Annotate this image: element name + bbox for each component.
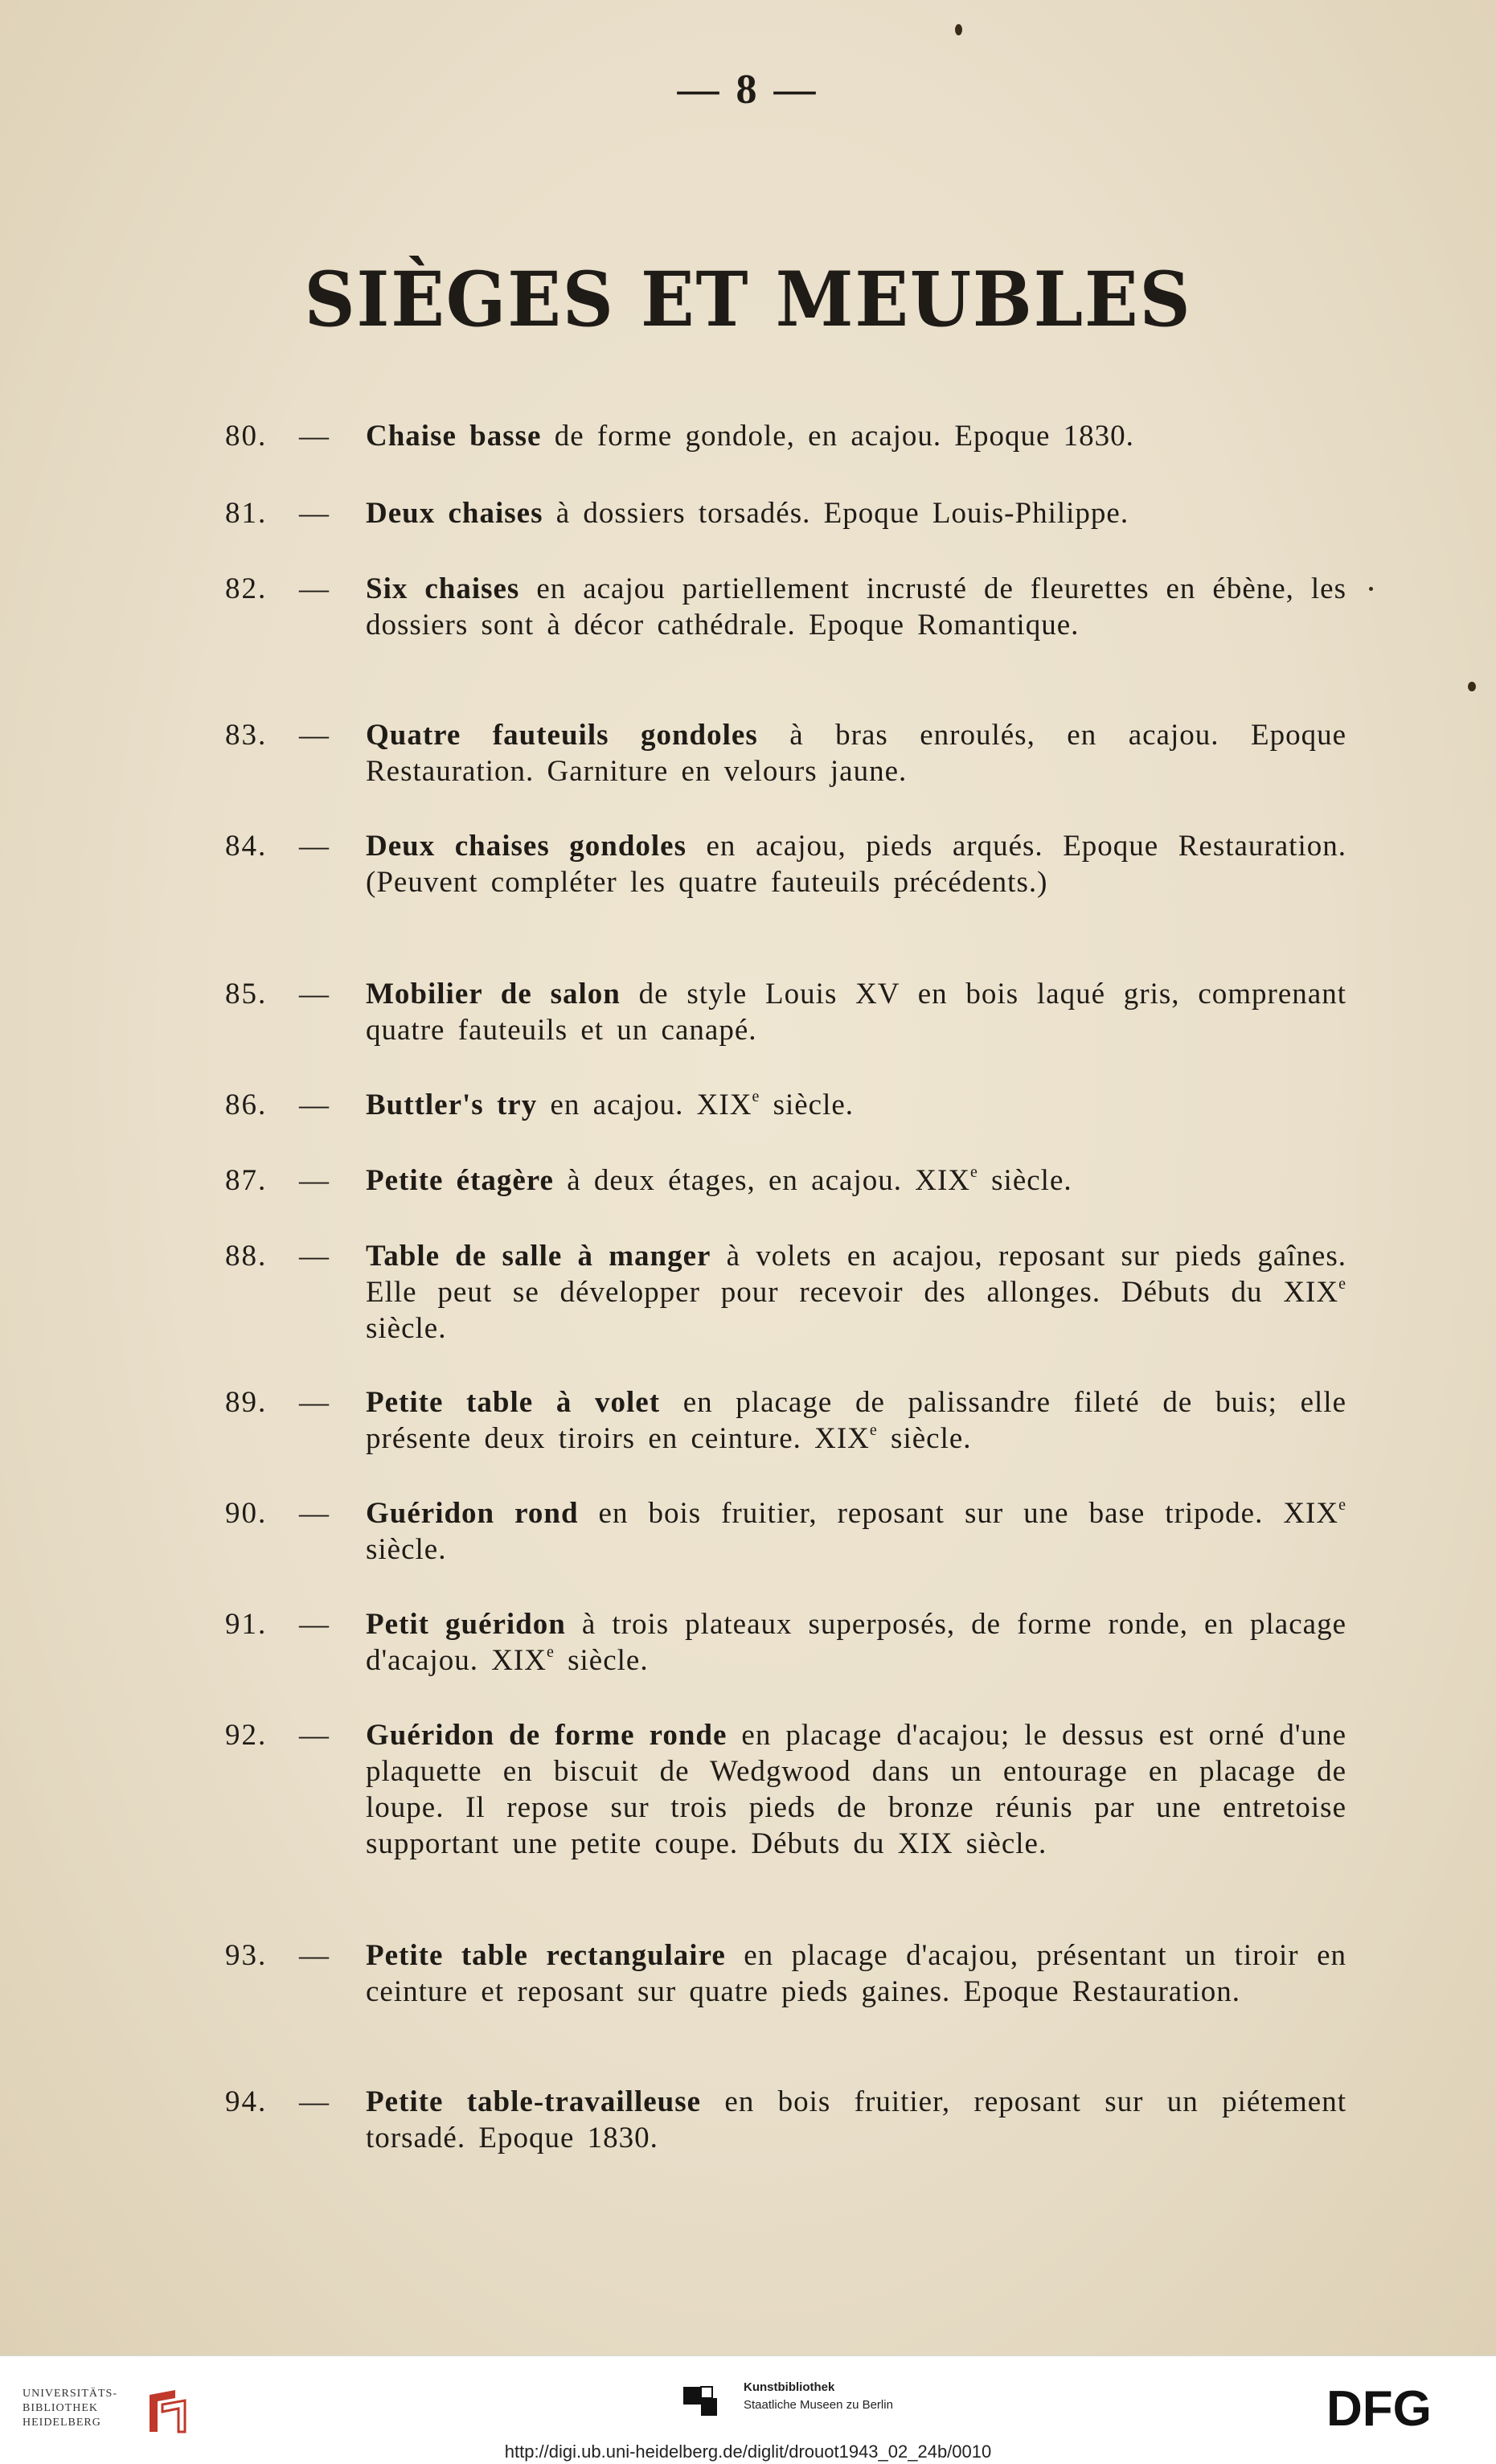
library-emblem-icon [143, 2387, 191, 2435]
lot-heading: Petite étagère [366, 1164, 554, 1197]
superscript: e [1338, 1496, 1346, 1514]
lot-number: 83. [225, 719, 268, 752]
dfg-logo-text: DFG [1326, 2384, 1432, 2432]
lot-text-tail: siècle. [978, 1164, 1072, 1197]
superscript: e [546, 1643, 555, 1661]
lot-dash: — [299, 978, 329, 1011]
dfg-logo[interactable] [1326, 2384, 1471, 2432]
catalogue-entry [225, 1384, 1350, 1457]
lot-number: 88. [225, 1240, 268, 1273]
library-name-line: HEIDELBERG [23, 2417, 101, 2429]
lot-description [366, 1606, 1346, 1679]
catalogue-entry [225, 717, 1350, 789]
lot-description [366, 976, 1346, 1048]
superscript: e [970, 1163, 978, 1181]
catalogue-entry [225, 571, 1350, 643]
catalogue-entry [225, 2084, 1350, 2156]
lot-description [366, 1238, 1346, 1347]
catalogue-entry [225, 1606, 1350, 1679]
lot-text: de style Louis XV en bois laqué gris, comprenant quatre fauteuils et un canapé. [366, 978, 1346, 1047]
kunstbibliothek-logo-icon[interactable] [682, 2382, 730, 2417]
lot-text: à bras enroulés, en acajou. Epoque Restauration. Garniture en velours jaune. [366, 719, 1346, 788]
lot-text: en bois fruitier, reposant sur un piétement torsadé. Epoque 1830. [366, 2085, 1346, 2154]
lot-number: 90. [225, 1497, 268, 1530]
page-number: — 8 — [677, 67, 819, 113]
catalogue-entry [225, 1087, 1350, 1123]
lot-number: 92. [225, 1719, 268, 1752]
lot-text: à deux étages, en acajou. XIX [553, 1164, 970, 1197]
lot-heading: Petite table-travailleuse [366, 2085, 702, 2118]
lot-number: 84. [225, 830, 268, 863]
catalogue-entry [225, 1162, 1350, 1199]
lot-description [366, 828, 1346, 900]
library-name-line: BIBLIOTHEK [23, 2402, 98, 2414]
lot-heading: Petite table rectangulaire [366, 1939, 726, 1972]
lot-dash: — [299, 2085, 329, 2118]
superscript: e [1338, 1275, 1346, 1293]
lot-dash: — [299, 572, 329, 605]
kunstbibliothek-label [744, 2379, 893, 2414]
lot-text-tail: siècle. [760, 1089, 855, 1121]
kunstbibliothek-subtitle: Staatliche Museen zu Berlin [744, 2398, 893, 2412]
catalogue-entry [225, 976, 1350, 1048]
catalogue-entry [225, 1238, 1350, 1347]
lot-number: 85. [225, 978, 268, 1011]
catalogue-entry [225, 1937, 1350, 2010]
lot-text-tail: siècle. [366, 1533, 447, 1566]
lot-description [366, 2084, 1346, 2156]
lot-description [366, 495, 1346, 531]
lot-heading: Deux chaises [366, 497, 543, 530]
lot-number: 87. [225, 1164, 268, 1197]
lot-dash: — [299, 1939, 329, 1972]
lot-number: 80. [225, 420, 268, 453]
lot-text: en bois fruitier, reposant sur une base tripode. XIX [578, 1497, 1339, 1530]
lot-text: en acajou, pieds arqués. Epoque Restauration. (Peuvent compléter les quatre fauteuils précédents.) [366, 830, 1346, 899]
lot-heading: Chaise basse [366, 420, 542, 453]
lot-dash: — [299, 830, 329, 863]
lot-text: à volets en acajou, reposant sur pieds gaînes. Elle peut se développer pour recevoir des allonges. Débuts du XIX [366, 1240, 1346, 1309]
lot-dash: — [299, 1719, 329, 1752]
lot-description [366, 418, 1346, 454]
lot-description [366, 1495, 1346, 1568]
lot-heading: Six chaises [366, 572, 520, 605]
lot-description [366, 1384, 1346, 1457]
lot-description [366, 1937, 1346, 2010]
catalogue-entry [225, 418, 1350, 454]
lot-description [366, 1717, 1346, 1862]
lot-text: en acajou. XIX [537, 1089, 752, 1121]
lot-heading: Petite table à volet [366, 1386, 661, 1419]
lot-dash: — [299, 497, 329, 530]
lot-text-tail: siècle. [366, 1312, 447, 1345]
lot-description [366, 717, 1346, 789]
page-url[interactable]: http://digi.ub.uni-heidelberg.de/diglit/drouot1943_02_24b/0010 [504, 2441, 992, 2462]
lot-number: 86. [225, 1089, 268, 1121]
lot-description [366, 1087, 1346, 1123]
lot-text: en placage d'acajou; le dessus est orné d'une plaquette en biscuit de Wedgwood dans un entourage en placage de loupe. Il repose sur trois pieds de bronze réunis par une entretoise supportant une petite coupe. Débuts du XIX siècle. [366, 1719, 1346, 1860]
heidelberg-library-logo[interactable] [23, 2387, 183, 2435]
superscript: e [869, 1421, 878, 1439]
catalogue-entry [225, 1717, 1350, 1862]
lot-dash: — [299, 1089, 329, 1121]
lot-text: en placage de palissandre fileté de buis; elle présente deux tiroirs en ceinture. XIX [366, 1386, 1346, 1455]
catalogue-entry [225, 828, 1350, 900]
section-title: SIÈGES ET MEUBLES [304, 256, 1192, 344]
lot-text: en acajou partiellement incrusté de fleurettes en ébène, les dossiers sont à décor cathédrale. Epoque Romantique. [366, 572, 1346, 642]
lot-number: 89. [225, 1386, 268, 1419]
lot-dash: — [299, 1608, 329, 1641]
lot-dash: — [299, 1240, 329, 1273]
lot-heading: Quatre fauteuils gondoles [366, 719, 758, 752]
lot-heading: Buttler's try [366, 1089, 538, 1121]
lot-heading: Table de salle à manger [366, 1240, 711, 1273]
catalogue-entry [225, 1495, 1350, 1568]
lot-dash: — [299, 1164, 329, 1197]
lot-text-tail: siècle. [877, 1422, 972, 1455]
catalogue-entry [225, 495, 1350, 531]
lot-number: 91. [225, 1608, 268, 1641]
lot-dash: — [299, 420, 329, 453]
lot-text: en placage d'acajou, présentant un tiroir en ceinture et reposant sur quatre pieds gaines. Epoque Restauration. [366, 1939, 1346, 2008]
lot-text: à dossiers torsadés. Epoque Louis-Philippe. [543, 497, 1129, 530]
lot-heading: Guéridon de forme ronde [366, 1719, 728, 1752]
lot-text-tail: siècle. [554, 1644, 649, 1677]
lot-description [366, 571, 1346, 643]
kunstbibliothek-title: Kunstbibliothek [744, 2380, 835, 2394]
lot-dash: — [299, 719, 329, 752]
lot-heading: Guéridon rond [366, 1497, 579, 1530]
superscript: e [752, 1088, 760, 1105]
lot-heading: Mobilier de salon [366, 978, 621, 1011]
lot-heading: Deux chaises gondoles [366, 830, 687, 863]
lot-text: de forme gondole, en acajou. Epoque 1830. [541, 420, 1134, 453]
lot-dash: — [299, 1386, 329, 1419]
viewer-footer [0, 2355, 1496, 2464]
lot-number: 82. [225, 572, 268, 605]
lot-number: 93. [225, 1939, 268, 1972]
lot-text: à trois plateaux superposés, de forme ronde, en placage d'acajou. XIX [366, 1608, 1346, 1677]
lot-dash: — [299, 1497, 329, 1530]
lot-description [366, 1162, 1346, 1199]
lot-number: 81. [225, 497, 268, 530]
library-name-line: UNIVERSITÄTS- [23, 2388, 117, 2400]
lot-number: 94. [225, 2085, 268, 2118]
lot-heading: Petit guéridon [366, 1608, 566, 1641]
